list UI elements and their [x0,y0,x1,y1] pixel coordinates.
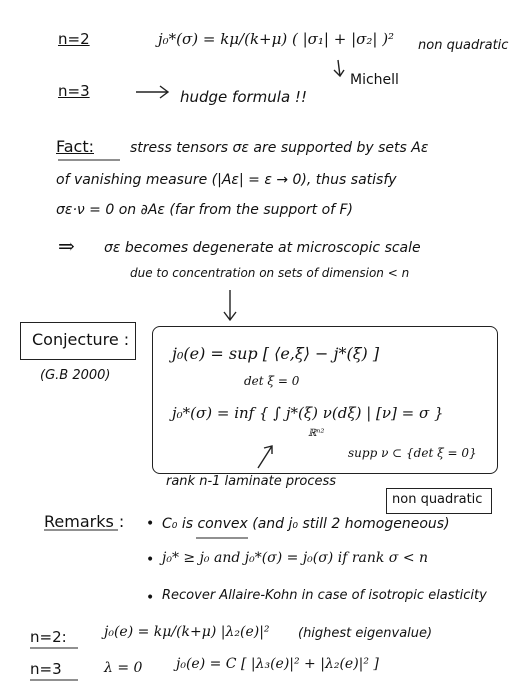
conjecture-formula-1: j₀(e) = sup [ ⟨e,ξ⟩ − j*(ξ) ] [172,344,380,363]
conjecture-formula-2-sub-1: ℝⁿ² [308,428,325,439]
remark-bullet-3: • [146,590,155,606]
remarks-label: Remarks : [44,512,125,531]
n2-formula: j₀*(σ) = kμ/(k+μ) ( |σ₁| + |σ₂| )² [158,30,395,48]
bottom-n2-formula: j₀(e) = kμ/(k+μ) |λ₂(e)|² [104,624,270,640]
conjecture-citation: (G.B 2000) [40,368,111,383]
remark-bullet-1: • [146,516,155,532]
conjecture-formula-1-sub: det ξ = 0 [244,374,300,388]
bottom-n3-label: n=3 [30,660,62,678]
remark-item-1: C₀ is convex (and j₀ still 2 homogeneous) [162,516,450,532]
remark-item-3: Recover Allaire-Kohn in case of isotropic elasticity [162,588,487,603]
non-quadratic-box-label: non quadratic [392,492,483,507]
n2-label: n=2 [58,30,90,48]
n3-label: n=3 [58,82,90,100]
bottom-n3-condition: λ = 0 [104,660,143,676]
conjecture-label: Conjecture : [32,330,130,349]
conjecture-formula-2: j₀*(σ) = inf { ∫ j*(ξ) ν(dξ) | [ν] = σ } [172,404,444,422]
non-quadratic-note: non quadratic [418,38,509,53]
fact-line-3: σε·ν = 0 on ∂Aε (far from the support of F) [56,202,354,218]
implies-arrow: ⇒ [58,234,75,258]
implication-line-1: σε becomes degenerate at microscopic scale [104,240,421,256]
bottom-n2-label: n=2: [30,628,67,646]
rank-laminate-note: rank n-1 laminate process [166,474,337,489]
fact-line-2: of vanishing measure (|Aε| = ε → 0), thus satisfy [56,172,397,188]
remark-item-2: j₀* ≥ j₀ and j₀*(σ) = j₀(σ) if rank σ < n [162,550,429,566]
implication-line-2: due to concentration on sets of dimension < n [130,266,410,280]
bottom-n3-formula: j₀(e) = C [ |λ₃(e)|² + |λ₂(e)|² ] [176,656,379,672]
huge-formula-text: hudge formula !! [180,88,307,106]
conjecture-formula-2-sub-2: supp ν ⊂ {det ξ = 0} [348,446,477,460]
michell-label: Michell [350,72,399,88]
fact-line-1: stress tensors σε are supported by sets Aε [130,140,429,156]
bottom-n2-note: (highest eigenvalue) [298,626,433,641]
fact-label: Fact: [56,137,94,156]
remark-bullet-2: • [146,552,155,568]
